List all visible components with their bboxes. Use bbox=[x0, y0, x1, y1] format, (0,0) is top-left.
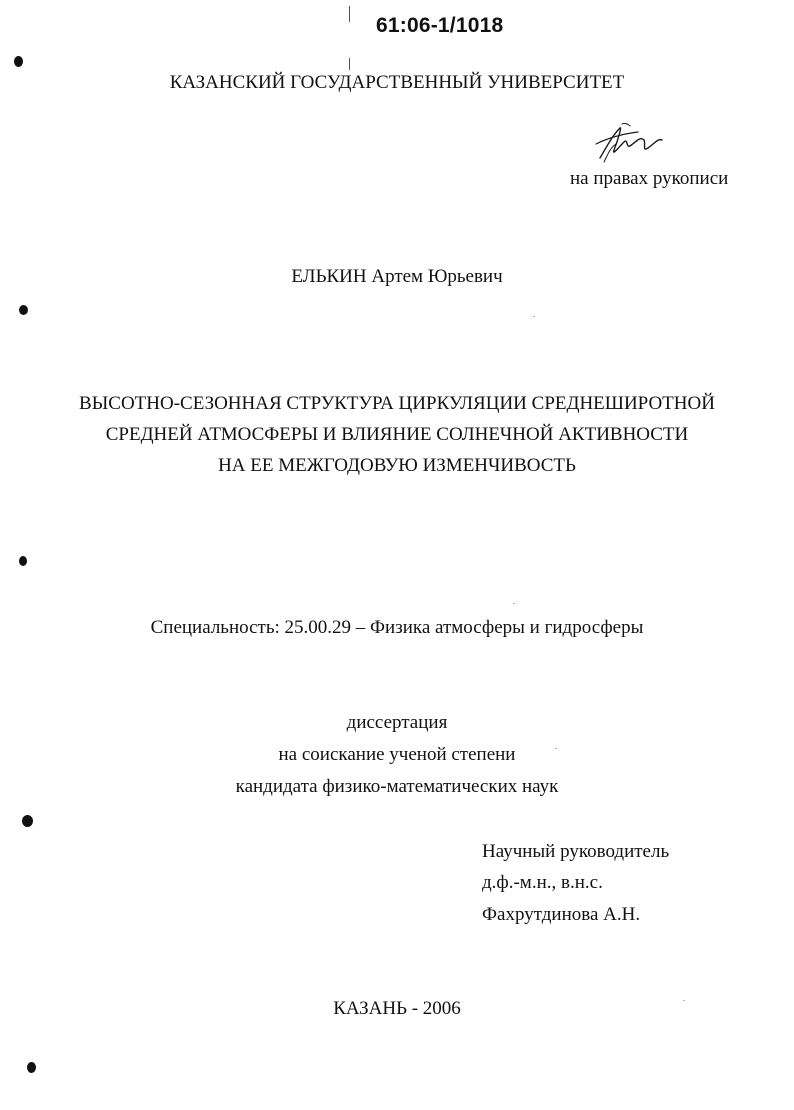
university-name: КАЗАНСКИЙ ГОСУДАРСТВЕННЫЙ УНИВЕРСИТЕТ bbox=[169, 72, 625, 93]
degree-line-2: на соискание ученой степени bbox=[278, 744, 516, 765]
scan-speck bbox=[513, 603, 515, 604]
degree-line-1: диссертация bbox=[346, 712, 448, 733]
binder-hole bbox=[19, 556, 27, 566]
scan-mark-top bbox=[349, 6, 350, 22]
title-line-2: СРЕДНЕЙ АТМОСФЕРЫ И ВЛИЯНИЕ СОЛНЕЧНОЙ АКТИВНОСТИ bbox=[105, 424, 689, 445]
advisor-name: Фахрутдинова А.Н. bbox=[482, 904, 641, 925]
author-name: ЕЛЬКИН Артем Юрьевич bbox=[291, 266, 503, 287]
library-code: 61:06-1/1018 bbox=[376, 14, 504, 37]
advisor-title: д.ф.-м.н., в.н.с. bbox=[482, 872, 603, 893]
signature-mark bbox=[592, 118, 668, 170]
scan-speck bbox=[533, 316, 535, 317]
title-line-3: НА ЕЕ МЕЖГОДОВУЮ ИЗМЕНЧИВОСТЬ bbox=[218, 455, 576, 476]
binder-hole bbox=[19, 305, 28, 315]
binder-hole bbox=[27, 1062, 36, 1073]
manuscript-note: на правах рукописи bbox=[570, 168, 729, 189]
specialty-line: Специальность: 25.00.29 – Физика атмосферы и гидросферы bbox=[150, 617, 644, 638]
scan-mark-lower bbox=[349, 58, 350, 70]
binder-hole bbox=[14, 56, 23, 67]
advisor-label: Научный руководитель bbox=[482, 841, 670, 862]
degree-line-3: кандидата физико-математических наук bbox=[235, 776, 559, 797]
title-line-1: ВЫСОТНО-СЕЗОННАЯ СТРУКТУРА ЦИРКУЛЯЦИИ СРЕДНЕШИРОТНОЙ bbox=[79, 393, 715, 414]
binder-hole bbox=[22, 815, 33, 827]
city-year: КАЗАНЬ - 2006 bbox=[333, 998, 461, 1019]
